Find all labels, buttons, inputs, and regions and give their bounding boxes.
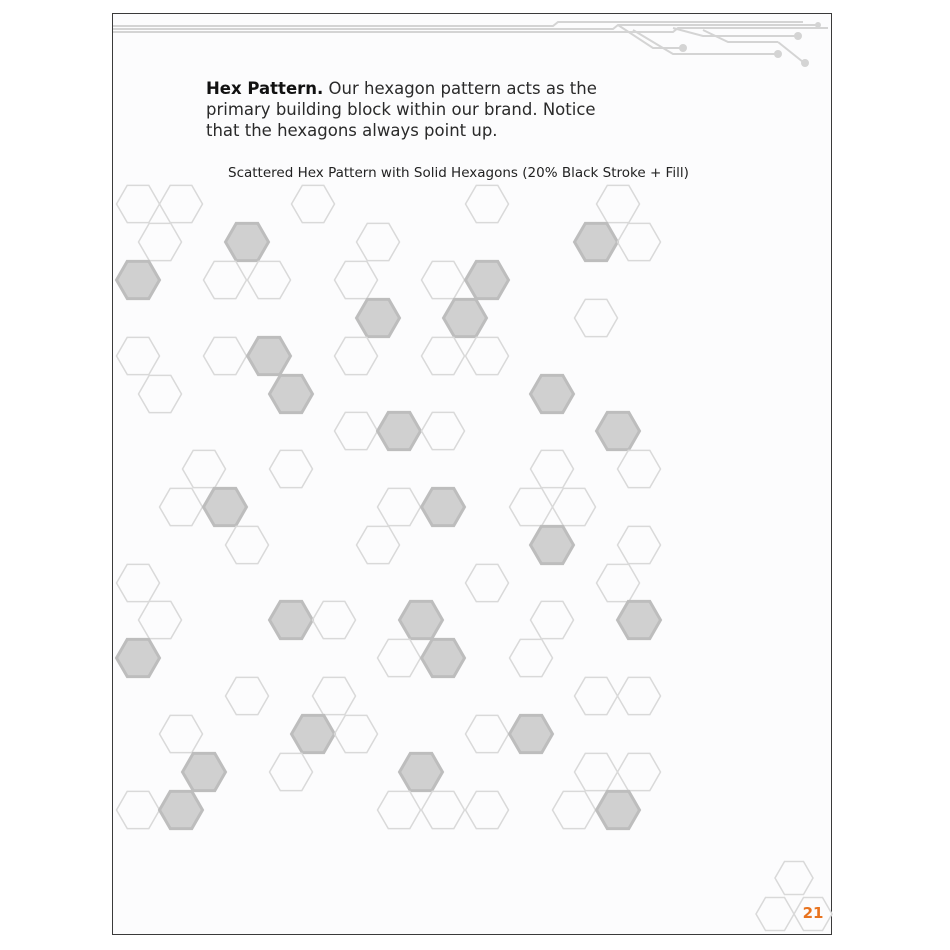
hex-pattern — [113, 14, 833, 936]
outline-hexagon — [226, 677, 269, 714]
page-number-hexagons — [753, 854, 833, 934]
intro-text: Our hexagon pattern acts as the primary building block within our brand. Notice that the hexagons always point up. — [206, 79, 597, 140]
outline-hexagon — [422, 412, 465, 449]
outline-hexagon — [292, 185, 335, 222]
outline-hexagon — [575, 299, 618, 336]
outline-hexagon — [378, 791, 421, 828]
solid-hexagon — [117, 639, 160, 676]
solid-hexagon — [400, 753, 443, 790]
page-number: 21 — [802, 904, 824, 922]
outline-hexagon — [248, 261, 291, 298]
outline-hexagon — [553, 488, 596, 525]
outline-hexagon — [117, 337, 160, 374]
outline-hexagon — [270, 450, 313, 487]
outline-hexagon — [378, 488, 421, 525]
outline-hexagon — [204, 337, 247, 374]
outline-hexagon — [618, 450, 661, 487]
outline-hexagon — [618, 753, 661, 790]
outline-hexagon — [618, 526, 661, 563]
solid-hexagon — [466, 261, 509, 298]
solid-hexagon — [117, 261, 160, 298]
pattern-caption: Scattered Hex Pattern with Solid Hexagons (20% Black Stroke + Fill) — [228, 165, 689, 181]
outline-hexagon — [139, 375, 182, 412]
outline-hexagon — [160, 488, 203, 525]
outline-hexagon — [575, 753, 618, 790]
outline-hexagon — [618, 677, 661, 714]
solid-hexagon — [226, 223, 269, 260]
outline-hexagon — [160, 715, 203, 752]
outline-hexagon — [531, 601, 574, 638]
outline-hexagon — [510, 639, 553, 676]
outline-hexagon — [466, 791, 509, 828]
solid-hexagon — [618, 601, 661, 638]
outline-hexagon — [204, 261, 247, 298]
outline-hexagon — [160, 185, 203, 222]
outline-hexagon — [117, 564, 160, 601]
solid-hexagon — [597, 412, 640, 449]
outline-hexagon — [618, 223, 661, 260]
outline-hexagon — [531, 450, 574, 487]
solid-hexagon — [531, 375, 574, 412]
outline-hexagon — [117, 185, 160, 222]
outline-hexagon — [510, 488, 553, 525]
outline-hexagon — [357, 526, 400, 563]
outline-hexagon — [139, 223, 182, 260]
outline-hexagon — [466, 715, 509, 752]
outline-hexagon — [422, 791, 465, 828]
outline-hexagon — [313, 601, 356, 638]
solid-hexagon — [378, 412, 421, 449]
outline-hexagon — [226, 526, 269, 563]
solid-hexagon — [160, 791, 203, 828]
outline-hexagon — [597, 564, 640, 601]
outline-hexagon — [313, 677, 356, 714]
solid-hexagon — [292, 715, 335, 752]
outline-hexagon — [117, 791, 160, 828]
outline-hexagon — [466, 337, 509, 374]
outline-hexagon — [575, 677, 618, 714]
solid-hexagon — [422, 488, 465, 525]
solid-hexagon — [510, 715, 553, 752]
solid-hexagon — [183, 753, 226, 790]
solid-hexagon — [270, 375, 313, 412]
outline-hexagon — [466, 564, 509, 601]
outline-hexagon — [335, 261, 378, 298]
solid-hexagon — [422, 639, 465, 676]
outline-hexagon — [597, 185, 640, 222]
solid-hexagon — [531, 526, 574, 563]
solid-hexagon — [270, 601, 313, 638]
outline-hexagon — [553, 791, 596, 828]
outline-hexagon — [422, 261, 465, 298]
solid-hexagon — [204, 488, 247, 525]
outline-hexagon — [335, 715, 378, 752]
solid-hexagon — [597, 791, 640, 828]
outline-hexagon — [775, 862, 813, 895]
intro-title: Hex Pattern. — [206, 79, 324, 98]
outline-hexagon — [183, 450, 226, 487]
outline-hexagon — [378, 639, 421, 676]
outline-hexagon — [335, 337, 378, 374]
outline-hexagon — [270, 753, 313, 790]
outline-hexagon — [756, 898, 794, 931]
outline-hexagon — [422, 337, 465, 374]
solid-hexagon — [444, 299, 487, 336]
solid-hexagon — [575, 223, 618, 260]
document-page — [112, 13, 832, 935]
outline-hexagon — [335, 412, 378, 449]
solid-hexagon — [248, 337, 291, 374]
outline-hexagon — [357, 223, 400, 260]
solid-hexagon — [357, 299, 400, 336]
solid-hexagon — [400, 601, 443, 638]
outline-hexagon — [139, 601, 182, 638]
outline-hexagon — [466, 185, 509, 222]
